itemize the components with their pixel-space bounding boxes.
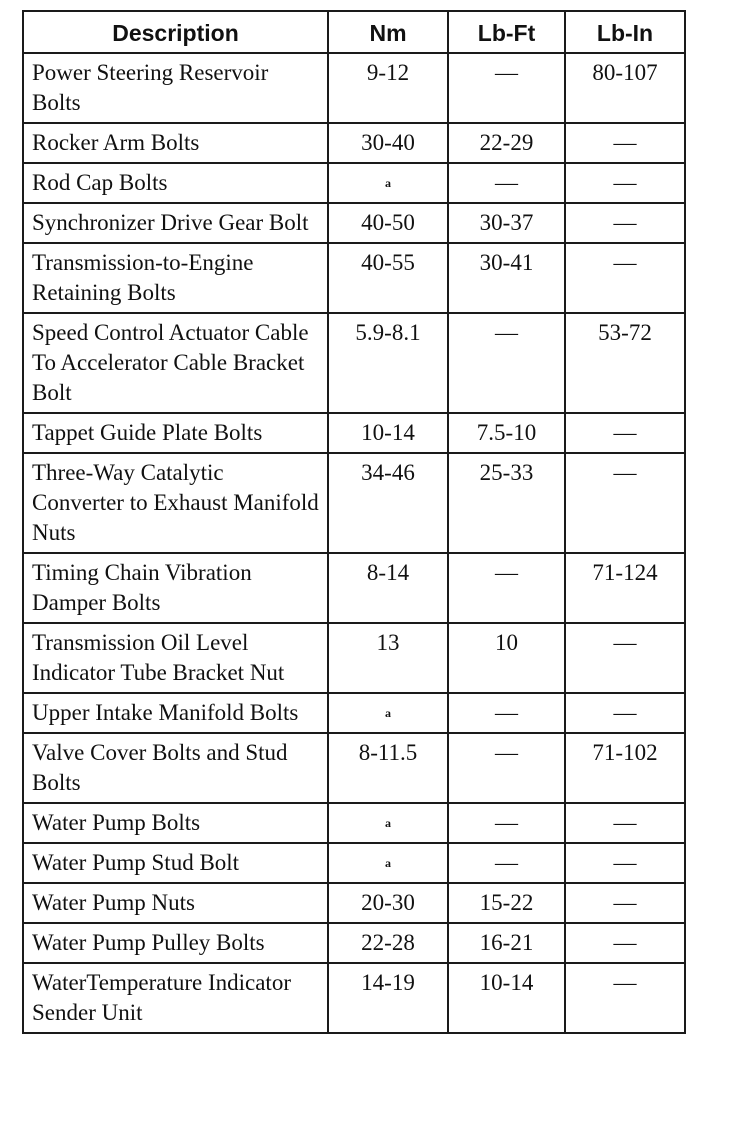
row-lbft-value: —: [448, 693, 565, 733]
row-lbin-value: 80-107: [565, 53, 685, 123]
row-nm-value: 8-11.5: [328, 733, 448, 803]
row-lbft-value: —: [448, 803, 565, 843]
row-lbin-value: 71-124: [565, 553, 685, 623]
row-lbft-value: 30-41: [448, 243, 565, 313]
row-nm-value: 9-12: [328, 53, 448, 123]
header-row: [23, 11, 685, 53]
row-lbft-value: —: [448, 553, 565, 623]
header-nm: Nm: [328, 11, 448, 53]
table-row: [23, 553, 685, 623]
row-description: Transmission-to-Engine Retaining Bolts: [23, 243, 328, 313]
row-nm-value: 10-14: [328, 413, 448, 453]
row-description: Rocker Arm Bolts: [23, 123, 328, 163]
row-lbft-value: —: [448, 163, 565, 203]
table-row: [23, 843, 685, 883]
row-lbin-value: —: [565, 803, 685, 843]
row-nm-value: 40-50: [328, 203, 448, 243]
torque-table: [22, 10, 686, 1034]
row-lbin-value: —: [565, 963, 685, 1033]
table-row: [23, 53, 685, 123]
row-nm-value: a: [328, 803, 448, 843]
table-row: [23, 243, 685, 313]
torque-spec-sheet: [22, 10, 686, 1034]
row-nm-value: 20-30: [328, 883, 448, 923]
row-lbft-value: 25-33: [448, 453, 565, 553]
row-lbin-value: —: [565, 163, 685, 203]
row-description: Water Pump Stud Bolt: [23, 843, 328, 883]
table-body: [23, 53, 685, 1033]
row-description: Transmission Oil Level Indicator Tube Bracket Nut: [23, 623, 328, 693]
row-description: Synchronizer Drive Gear Bolt: [23, 203, 328, 243]
row-lbft-value: —: [448, 53, 565, 123]
row-description: Speed Control Actuator Cable To Accelerator Cable Bracket Bolt: [23, 313, 328, 413]
row-lbin-value: —: [565, 623, 685, 693]
header-lb-in: Lb-In: [565, 11, 685, 53]
row-description: Upper Intake Manifold Bolts: [23, 693, 328, 733]
row-lbft-value: 15-22: [448, 883, 565, 923]
table-row: [23, 313, 685, 413]
row-description: Timing Chain Vibration Damper Bolts: [23, 553, 328, 623]
row-description: Water Pump Pulley Bolts: [23, 923, 328, 963]
row-description: Water Pump Bolts: [23, 803, 328, 843]
table-row: [23, 733, 685, 803]
row-nm-value: a: [328, 163, 448, 203]
row-lbft-value: 16-21: [448, 923, 565, 963]
row-nm-value: 34-46: [328, 453, 448, 553]
row-lbin-value: —: [565, 243, 685, 313]
row-nm-value: 14-19: [328, 963, 448, 1033]
table-row: [23, 883, 685, 923]
row-description: WaterTemperature Indicator Sender Unit: [23, 963, 328, 1033]
table-row: [23, 923, 685, 963]
row-nm-value: 5.9-8.1: [328, 313, 448, 413]
row-description: Rod Cap Bolts: [23, 163, 328, 203]
row-lbft-value: 22-29: [448, 123, 565, 163]
row-lbin-value: 71-102: [565, 733, 685, 803]
row-nm-value: 40-55: [328, 243, 448, 313]
row-lbft-value: 7.5-10: [448, 413, 565, 453]
row-lbin-value: 53-72: [565, 313, 685, 413]
table-row: [23, 203, 685, 243]
table-row: [23, 163, 685, 203]
row-nm-value: a: [328, 693, 448, 733]
row-nm-value: 30-40: [328, 123, 448, 163]
table-row: [23, 413, 685, 453]
row-lbft-value: 10: [448, 623, 565, 693]
row-lbft-value: 30-37: [448, 203, 565, 243]
row-lbin-value: —: [565, 693, 685, 733]
table-row: [23, 453, 685, 553]
row-lbin-value: —: [565, 203, 685, 243]
row-lbft-value: —: [448, 733, 565, 803]
header-lb-ft: Lb-Ft: [448, 11, 565, 53]
row-lbin-value: —: [565, 413, 685, 453]
table-row: [23, 123, 685, 163]
row-lbin-value: —: [565, 923, 685, 963]
row-lbin-value: —: [565, 843, 685, 883]
row-nm-value: 13: [328, 623, 448, 693]
row-lbft-value: —: [448, 313, 565, 413]
row-nm-value: a: [328, 843, 448, 883]
header-description: Description: [23, 11, 328, 53]
row-description: Power Steering Reservoir Bolts: [23, 53, 328, 123]
table-row: [23, 963, 685, 1033]
row-description: Valve Cover Bolts and Stud Bolts: [23, 733, 328, 803]
row-lbin-value: —: [565, 123, 685, 163]
table-row: [23, 803, 685, 843]
table-row: [23, 693, 685, 733]
row-nm-value: 22-28: [328, 923, 448, 963]
table-row: [23, 623, 685, 693]
row-lbft-value: —: [448, 843, 565, 883]
row-description: Three-Way Catalytic Converter to Exhaust Manifold Nuts: [23, 453, 328, 553]
row-description: Tappet Guide Plate Bolts: [23, 413, 328, 453]
row-description: Water Pump Nuts: [23, 883, 328, 923]
row-lbin-value: —: [565, 453, 685, 553]
row-lbin-value: —: [565, 883, 685, 923]
row-lbft-value: 10-14: [448, 963, 565, 1033]
row-nm-value: 8-14: [328, 553, 448, 623]
